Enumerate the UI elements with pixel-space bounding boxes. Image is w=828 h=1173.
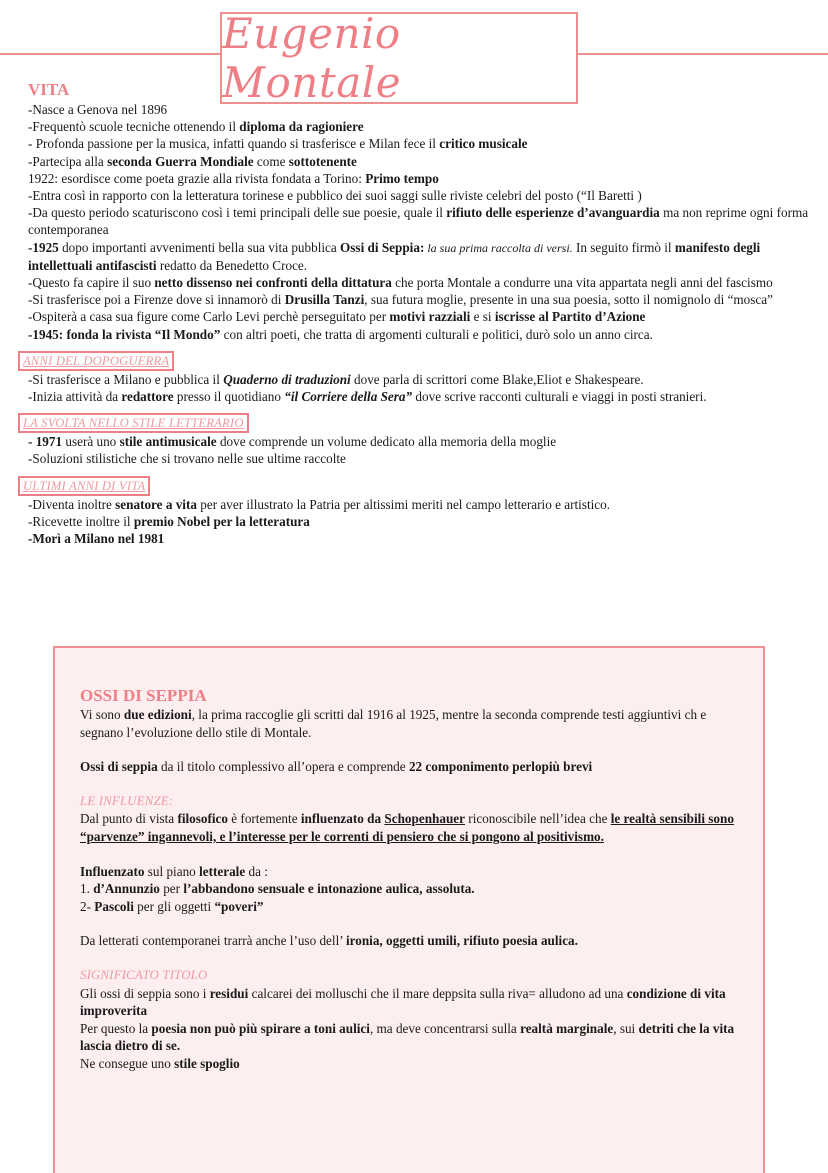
vita-line: -1945: fonda la rivista “Il Mondo” con altri poeti, che tratta di argomenti culturali e politici, durò solo un anno circa.	[28, 326, 653, 342]
ossi-content	[80, 686, 740, 1073]
dopoguerra-line: -Inizia attività da redattore presso il quotidiano “il Corriere della Sera” dove scrive racconti culturali e viaggi in posti stranieri.	[28, 389, 707, 405]
section-title-vita: VITA	[28, 80, 70, 99]
svolta-line: -Soluzioni stilistiche che si trovano nelle sue ultime raccolte	[28, 451, 346, 467]
ultimi-line: -Diventa inoltre senatore a vita per aver illustrato la Patria per altissimi meriti nel campo letterario e artistico.	[28, 496, 611, 512]
page-title: Eugenio Montale	[222, 9, 402, 107]
ossi-paragraph: Per questo la poesia non può più spirare a toni aulici, ma deve concentrarsi sulla realtà marginale, sui detriti che la vita lascia dietro di se.	[80, 1020, 735, 1054]
header-rule-right	[576, 53, 828, 55]
ossi-paragraph: Influenzato sul piano letterale da :	[80, 863, 268, 879]
ossi-paragraph: Ossi di seppia da il titolo complessivo all’opera e comprende 22 componimento perlopiù brevi	[80, 759, 593, 775]
ossi-list-item: 1. d’Annunzio per l’abbandono sensuale e intonazione aulica, assoluta.	[80, 881, 475, 897]
section-title-ultimi: ULTIMI ANNI DI VITA	[18, 476, 150, 496]
section-title-dopoguerra: ANNI DEL DOPOGUERRA	[18, 351, 174, 371]
vita-line: -Entra così in rapporto con la letteratura torinese e pubblico dei suoi saggi sulle riviste celebri del posto (“Il Baretti )	[28, 188, 642, 204]
ossi-list-item: 2- Pascoli per gli oggetti “poveri”	[80, 898, 264, 914]
vita-line: -Si trasferisce poi a Firenze dove si innamorò di Drusilla Tanzi, sua futura moglie, presente in una sua poesia, sotto il nomignolo di “mosca”	[28, 292, 773, 308]
section-title-ossi: OSSI DI SEPPIA	[80, 686, 207, 705]
dopoguerra-line: -Si trasferisce a Milano e pubblica il Quaderno di traduzioni dove parla di scrittori come Blake,Eliot e Shakespeare.	[28, 371, 644, 387]
subtitle-influenze: LE INFLUENZE:	[80, 793, 174, 808]
ossi-paragraph: Vi sono due edizioni, la prima raccoglie gli scritti dal 1916 al 1925, mentre la seconda comprende testi aggiuntivi ch e segnano l’evoluzione dello stile di Montale.	[80, 707, 707, 740]
ossi-paragraph: Dal punto di vista filosofico è fortemente influenzato da Schopenhauer riconoscibile nell’idea che le realtà sensibili sono “parvenze” ingannevoli, e l’interesse per le correnti di pensiero che si pongono al positivismo.	[80, 811, 734, 844]
ossi-paragraph: Da letterati contemporanei trarrà anche l’uso dell’ ironia, oggetti umili, rifiuto poesia aulica.	[80, 933, 578, 949]
ultimi-line: -Morì a Milano nel 1981	[28, 531, 165, 547]
vita-line: 1922: esordisce come poeta grazie alla rivista fondata a Torino: Primo tempo	[28, 170, 439, 186]
vita-line: -Nasce a Genova nel 1896	[28, 102, 168, 117]
vita-line: -1925 dopo importanti avvenimenti bella sua vita pubblica Ossi di Seppia: la sua prima raccolta di versi. In seguito firmò il manifesto degli intellettuali antifascisti redatto da Benedetto Croce.	[28, 239, 761, 273]
subtitle-significato: SIGNIFICATO TITOLO	[80, 967, 208, 982]
vita-line: -Questo fa capire il suo netto dissenso nei confronti della dittatura che porta Montale a condurre una vita appartata negli anni del fascismo	[28, 275, 773, 291]
vita-line: - Profonda passione per la musica, infatti quando si trasferisce e Milan fece il critico musicale	[28, 136, 528, 152]
ultimi-line: -Ricevette inoltre il premio Nobel per la letteratura	[28, 513, 310, 529]
ossi-paragraph: Ne consegue uno stile spoglio	[80, 1055, 240, 1071]
vita-line: -Da questo periodo scaturiscono così i temi principali delle sue poesie, quale il rifiuto delle esperienze d’avanguardia ma non reprime ogni forma contemporanea	[28, 205, 809, 238]
page-content	[23, 80, 818, 547]
vita-line: -Ospiterà a casa sua figure come Carlo Levi perchè perseguitato per motivi razziali e si iscrisse al Partito d’Azione	[28, 309, 646, 325]
svolta-line: - 1971 userà uno stile antimusicale dove comprende un volume dedicato alla memoria della moglie	[28, 434, 557, 450]
ossi-di-seppia-box	[53, 646, 765, 1173]
ossi-paragraph: Gli ossi di seppia sono i residui calcarei dei molluschi che il mare deppsita sulla riva= alludono ad una condizione di vita improverita	[80, 985, 726, 1019]
section-title-svolta: LA SVOLTA NELLO STILE LETTERARIO	[18, 413, 249, 433]
header-rule-left	[0, 53, 220, 55]
vita-line: -Frequentò scuole tecniche ottenendo il diploma da ragioniere	[28, 119, 364, 135]
vita-line: -Partecipa alla seconda Guerra Mondiale come sottotenente	[28, 153, 357, 169]
